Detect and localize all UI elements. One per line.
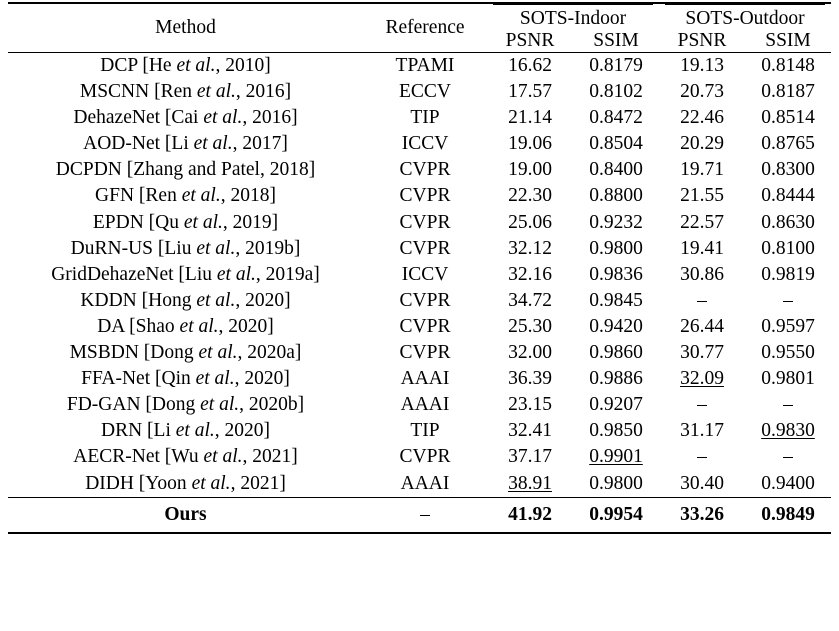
header-group-sots-indoor: SOTS-Indoor: [487, 4, 659, 30]
cell-outdoor-psnr: 20.73: [680, 81, 724, 103]
table-row: [8, 444, 831, 470]
cell-outdoor-ssim: –: [783, 394, 793, 416]
cell-method: MSBDN [Dong et al., 2020a]: [69, 342, 302, 364]
cell-reference: AAAI: [400, 368, 450, 390]
table-row: [8, 183, 831, 209]
cell-outdoor-ssim: 0.8187: [761, 81, 815, 103]
cell-indoor-psnr: 32.41: [508, 420, 552, 442]
cell-outdoor-ssim: 0.8514: [761, 107, 815, 129]
cell-outdoor-ssim: 0.8444: [761, 185, 815, 207]
cell-outdoor-ssim: –: [783, 289, 793, 311]
cell-outdoor-ssim: 0.8148: [761, 55, 815, 76]
cell-reference: CVPR: [399, 315, 451, 337]
cell-outdoor-psnr: 30.77: [680, 342, 724, 364]
cell-indoor-psnr: 16.62: [508, 55, 552, 76]
cell-outdoor-psnr: 26.44: [680, 315, 724, 337]
cell-reference: CVPR: [399, 211, 451, 233]
cell-outdoor-psnr: –: [697, 446, 707, 468]
bottom-rule: [8, 533, 831, 534]
cell-outdoor-psnr: 19.13: [680, 55, 724, 76]
cell-reference: ICCV: [401, 263, 449, 285]
cell-outdoor-psnr: 20.29: [680, 133, 724, 155]
cell-indoor-ssim: 0.9954: [589, 503, 643, 525]
cell-indoor-psnr: 19.06: [508, 133, 552, 155]
group-rule-indoor: [493, 4, 653, 5]
cell-method: GridDehazeNet [Liu et al., 2019a]: [51, 263, 320, 285]
cell-indoor-ssim: 0.8179: [589, 55, 643, 76]
cell-method: DIDH [Yoon et al., 2021]: [85, 472, 286, 494]
cell-reference: CVPR: [399, 289, 451, 311]
cell-indoor-ssim: 0.9850: [589, 420, 643, 442]
table-footer: [8, 497, 831, 534]
cell-indoor-psnr: 17.57: [508, 81, 552, 103]
header-outdoor-ssim: SSIM: [765, 30, 811, 51]
cell-indoor-ssim: 0.9901: [589, 446, 643, 468]
cell-indoor-psnr: 36.39: [508, 368, 552, 390]
cell-outdoor-ssim: 0.8630: [761, 211, 815, 233]
cell-outdoor-ssim: 0.9801: [761, 368, 815, 390]
cell-outdoor-ssim: 0.9550: [761, 342, 815, 364]
cell-indoor-psnr: 37.17: [508, 446, 552, 468]
cell-method: DCP [He et al., 2010]: [100, 55, 271, 76]
table-row: [8, 262, 831, 288]
cell-outdoor-psnr: 32.09: [680, 368, 724, 390]
cell-reference: AAAI: [400, 394, 450, 416]
cell-indoor-ssim: 0.8800: [589, 185, 643, 207]
cell-indoor-ssim: 0.9800: [589, 472, 643, 494]
cell-outdoor-ssim: 0.8100: [761, 237, 815, 259]
table-row: [8, 471, 831, 498]
cell-reference: CVPR: [399, 446, 451, 468]
header-indoor-ssim: SSIM: [593, 30, 639, 51]
cell-indoor-psnr: 21.14: [508, 107, 552, 129]
table-row: [8, 340, 831, 366]
cell-reference: TIP: [410, 420, 440, 442]
cell-reference: CVPR: [399, 185, 451, 207]
cell-outdoor-psnr: 31.17: [680, 420, 724, 442]
cell-outdoor-psnr: 19.71: [680, 159, 724, 181]
cell-reference: TIP: [410, 107, 440, 129]
cell-outdoor-ssim: –: [783, 446, 793, 468]
cell-method: DCPDN [Zhang and Patel, 2018]: [55, 159, 316, 181]
table-row: [8, 79, 831, 105]
cell-outdoor-psnr: –: [697, 394, 707, 416]
cell-indoor-psnr: 25.30: [508, 315, 552, 337]
cell-method: DRN [Li et al., 2020]: [101, 420, 270, 442]
cell-indoor-ssim: 0.8504: [589, 133, 643, 155]
cell-method: MSCNN [Ren et al., 2016]: [79, 81, 292, 103]
cell-reference: CVPR: [399, 342, 451, 364]
cell-indoor-ssim: 0.8472: [589, 107, 643, 129]
cell-outdoor-psnr: 22.46: [680, 107, 724, 129]
header-method: Method: [155, 17, 216, 38]
table-row-ours: [8, 498, 831, 533]
cell-indoor-psnr: 32.12: [508, 237, 552, 259]
cell-indoor-psnr: 23.15: [508, 394, 552, 416]
cell-outdoor-psnr: 33.26: [680, 503, 724, 525]
results-table: [8, 2, 831, 534]
cell-reference: ECCV: [398, 81, 451, 103]
cell-indoor-ssim: 0.9207: [589, 394, 643, 416]
cell-method: KDDN [Hong et al., 2020]: [80, 289, 291, 311]
cell-indoor-ssim: 0.9886: [589, 368, 643, 390]
cell-indoor-ssim: 0.9232: [589, 211, 643, 233]
cell-method: DuRN-US [Liu et al., 2019b]: [70, 237, 301, 259]
cell-indoor-ssim: 0.9845: [589, 289, 643, 311]
cell-reference: CVPR: [399, 159, 451, 181]
header-indoor-psnr: PSNR: [505, 30, 555, 51]
header-group-sots-outdoor: SOTS-Outdoor: [659, 4, 831, 30]
cell-indoor-ssim: 0.9836: [589, 263, 643, 285]
cell-indoor-ssim: 0.8102: [589, 81, 643, 103]
cell-reference: CVPR: [399, 237, 451, 259]
cell-indoor-psnr: 41.92: [508, 503, 552, 525]
cell-outdoor-psnr: 21.55: [680, 185, 724, 207]
table-row: [8, 53, 831, 79]
cell-method: EPDN [Qu et al., 2019]: [92, 211, 279, 233]
cell-indoor-psnr: 19.00: [508, 159, 552, 181]
cell-outdoor-psnr: 30.86: [680, 263, 724, 285]
table-header: [8, 3, 831, 53]
cell-method: Ours: [164, 503, 207, 525]
cell-outdoor-ssim: 0.8300: [761, 159, 815, 181]
cell-reference: ICCV: [401, 133, 449, 155]
cell-outdoor-ssim: 0.8765: [761, 133, 815, 155]
cell-indoor-psnr: 34.72: [508, 289, 552, 311]
cell-outdoor-ssim: 0.9597: [761, 315, 815, 337]
table-row: [8, 105, 831, 131]
cell-method: DA [Shao et al., 2020]: [97, 315, 274, 337]
group-rule-outdoor: [665, 4, 825, 5]
table-row: [8, 131, 831, 157]
cell-reference: TPAMI: [395, 55, 455, 76]
cell-method: FFA-Net [Qin et al., 2020]: [81, 368, 290, 390]
table-row: [8, 157, 831, 183]
cell-method: AOD-Net [Li et al., 2017]: [83, 133, 288, 155]
header-group-row: [8, 4, 831, 30]
cell-indoor-ssim: 0.8400: [589, 159, 643, 181]
cell-reference: AAAI: [400, 472, 450, 494]
cell-outdoor-ssim: 0.9830: [761, 420, 815, 442]
table-row: [8, 366, 831, 392]
cell-indoor-psnr: 32.00: [508, 342, 552, 364]
cell-method: FD-GAN [Dong et al., 2020b]: [66, 394, 305, 416]
cell-indoor-psnr: 32.16: [508, 263, 552, 285]
cell-outdoor-ssim: 0.9400: [761, 472, 815, 494]
cell-indoor-psnr: 38.91: [508, 472, 552, 494]
cell-outdoor-ssim: 0.9849: [761, 503, 815, 525]
header-reference: Reference: [385, 17, 465, 38]
header-outdoor-psnr: PSNR: [677, 30, 727, 51]
cell-indoor-psnr: 22.30: [508, 185, 552, 207]
table-row: [8, 288, 831, 314]
cell-outdoor-psnr: 30.40: [680, 472, 724, 494]
table-row: [8, 392, 831, 418]
cell-method: DehazeNet [Cai et al., 2016]: [73, 107, 298, 129]
cell-indoor-ssim: 0.9860: [589, 342, 643, 364]
cell-method: GFN [Ren et al., 2018]: [95, 185, 276, 207]
cell-outdoor-psnr: 19.41: [680, 237, 724, 259]
cell-outdoor-ssim: 0.9819: [761, 263, 815, 285]
table-row: [8, 236, 831, 262]
table-row: [8, 418, 831, 444]
table-row: [8, 210, 831, 236]
cell-method: AECR-Net [Wu et al., 2021]: [73, 446, 298, 468]
cell-outdoor-psnr: –: [697, 289, 707, 311]
table-body: [8, 53, 831, 497]
cell-reference: –: [420, 503, 430, 525]
cell-indoor-ssim: 0.9420: [589, 315, 643, 337]
cell-indoor-ssim: 0.9800: [589, 237, 643, 259]
cell-outdoor-psnr: 22.57: [680, 211, 724, 233]
cell-indoor-psnr: 25.06: [508, 211, 552, 233]
table-row: [8, 314, 831, 340]
